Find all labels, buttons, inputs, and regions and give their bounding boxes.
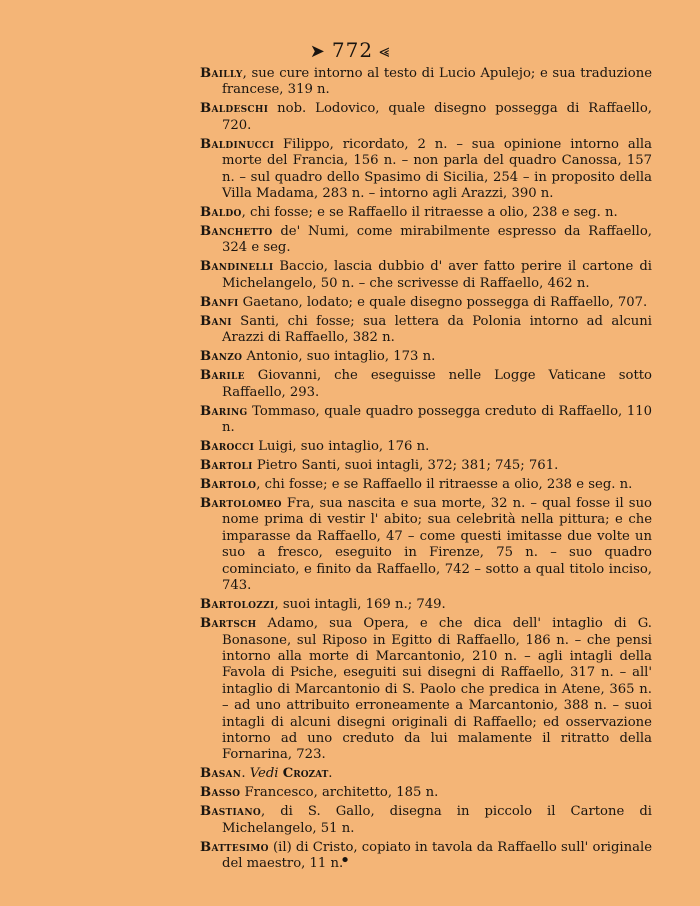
index-entry	[200, 404, 652, 437]
footer-mark: •	[339, 850, 351, 871]
entry-text: Tommaso, quale quadro possegga creduto di Raffaello, 110 n.	[222, 403, 652, 436]
entry-name: Baldeschi	[200, 101, 269, 117]
entry-text: , suoi intagli, 169 n.; 749.	[274, 597, 446, 613]
left-ornament-icon: ➤	[309, 41, 326, 62]
index-entry	[200, 597, 652, 613]
entry-text: Antonio, suo intaglio, 173 n.	[242, 349, 436, 365]
index-entry	[200, 496, 652, 594]
entry-name: Baldo	[200, 205, 242, 221]
entry-text: , sue cure intorno al testo di Lucio Apulejo; e sua traduzione francese, 319 n.	[222, 66, 652, 98]
entry-text: , di S. Gallo, disegna in piccolo il Cartone di Michelangelo, 51 n.	[222, 804, 652, 836]
entry-trailing-punctuation: .	[328, 766, 333, 782]
entry-name: Banzo	[200, 349, 243, 365]
index-entry	[200, 224, 652, 257]
entry-name: Bartsch	[200, 616, 257, 632]
entry-name: Baldinucci	[200, 136, 275, 152]
entry-name: Bartolo	[200, 477, 257, 493]
entry-text: , chi fosse; e se Raffaello il ritraesse a olio, 238 e seg. n.	[241, 205, 618, 221]
index-entry	[200, 477, 652, 493]
entry-text: Luigi, suo intaglio, 176 n.	[254, 439, 430, 455]
entry-name: Battesimo	[200, 839, 269, 855]
index-entry	[200, 349, 652, 365]
index-entry	[200, 766, 652, 782]
entry-text: Adamo, sua Opera, e che dica dell' intaglio di G. Bonasone, sul Riposo in Egitto di Raffaello, 186 n. – che pensi intorno alla morte di Marcantonio, 210 n. – agli intagli della Favola di Psiche, eseguiti sui disegni di Raffaello, 317 n. – all' intaglio di Marcantonio di S. Paolo che predica in Atene, 365 n. – ad uno attribuito erroneamente a Marcantonio, 388 n. – suoi intagli di alcuni disegni originali di Raffaello; ed osservazione intorno ad uno creduto da lui malamente il ritratto della Fornarina, 723.	[222, 616, 652, 763]
entry-name: Bailly	[200, 66, 243, 81]
entry-see-also: Vedi	[249, 766, 279, 782]
index-entry	[200, 785, 652, 801]
entry-text: Santi, chi fosse; sua lettera da Polonia intorno ad alcuni Arazzi di Raffaello, 382 n.	[222, 313, 652, 346]
entry-name: Barocci	[200, 439, 255, 455]
index-entry	[200, 101, 652, 134]
entry-name: Bandinelli	[200, 259, 274, 275]
index-entry	[200, 314, 652, 347]
entry-text: .	[241, 766, 250, 782]
index-entry	[200, 804, 652, 837]
index-entry	[200, 840, 652, 873]
index-entry	[200, 368, 652, 401]
entry-name: Bartoli	[200, 458, 253, 474]
entry-text: , chi fosse; e se Raffaello il ritraesse a olio, 238 e seg. n.	[256, 477, 633, 493]
index-entry	[200, 205, 652, 221]
entry-text: Gaetano, lodato; e quale disegno possegga di Raffaello, 707.	[238, 294, 648, 310]
index-entries	[200, 66, 652, 875]
entry-text: de' Numi, come mirabilmente espresso da Raffaello, 324 e seg.	[222, 224, 652, 256]
entry-name: Baring	[200, 403, 248, 419]
index-entry	[200, 616, 652, 764]
entry-text: (il) di Cristo, copiato in tavola da Raffaello sull' originale del maestro, 11 n.	[222, 839, 652, 872]
page-header	[0, 38, 700, 62]
right-ornament-icon: ⪡	[379, 41, 391, 62]
index-entry	[200, 66, 652, 99]
entry-text: Giovanni, che eseguisse nelle Logge Vaticane sotto Raffaello, 293.	[222, 368, 652, 400]
entry-text: Pietro Santi, suoi intagli, 372; 381; 745; 761.	[252, 458, 559, 474]
entry-name: Banchetto	[200, 224, 273, 240]
entry-text: Baccio, lascia dubbio d' aver fatto perire il cartone di Michelangelo, 50 n. – che scrivesse di Raffaello, 462 n.	[222, 259, 652, 291]
entry-cross-reference: Crozat	[282, 766, 329, 782]
entry-name: Basso	[200, 785, 241, 801]
entry-text: Filippo, ricordato, 2 n. – sua opinione intorno alla morte del Francia, 156 n. – non parla del quadro Canossa, 157 n. – sul quadro dello Spasimo di Sicilia, 254 – in proposito della Villa Madama, 283 n. – intorno agli Arazzi, 390 n.	[222, 136, 652, 202]
entry-name: Bastiano	[200, 804, 261, 820]
entry-name: Bartolozzi	[200, 597, 275, 613]
entry-name: Bani	[200, 313, 232, 329]
entry-text: nob. Lodovico, quale disegno possegga di Raffaello, 720.	[222, 101, 652, 133]
entry-name: Basan	[200, 766, 242, 782]
entry-text: Fra, sua nascita e sua morte, 32 n. – qual fosse il suo nome prima di vestir l' abito; sua celebrità nella pittura; e che imparasse da Raffaello, 47 – come questi imitasse due volte un suo a fresco, eseguito in Firenze, 75 n. – suo quadro cominciato, e finito da Raffaello, 742 – sotto a qual titolo inciso, 743.	[222, 496, 652, 594]
entry-text: Francesco, architetto, 185 n.	[240, 785, 439, 801]
index-entry	[200, 259, 652, 292]
entry-name: Bartolomeo	[200, 496, 282, 512]
page-number: 772	[331, 38, 374, 62]
index-entry	[200, 295, 652, 311]
index-entry	[200, 458, 652, 474]
entry-name: Barile	[200, 368, 245, 384]
index-entry	[200, 137, 652, 203]
entry-name: Banfi	[200, 294, 239, 310]
index-entry	[200, 439, 652, 455]
